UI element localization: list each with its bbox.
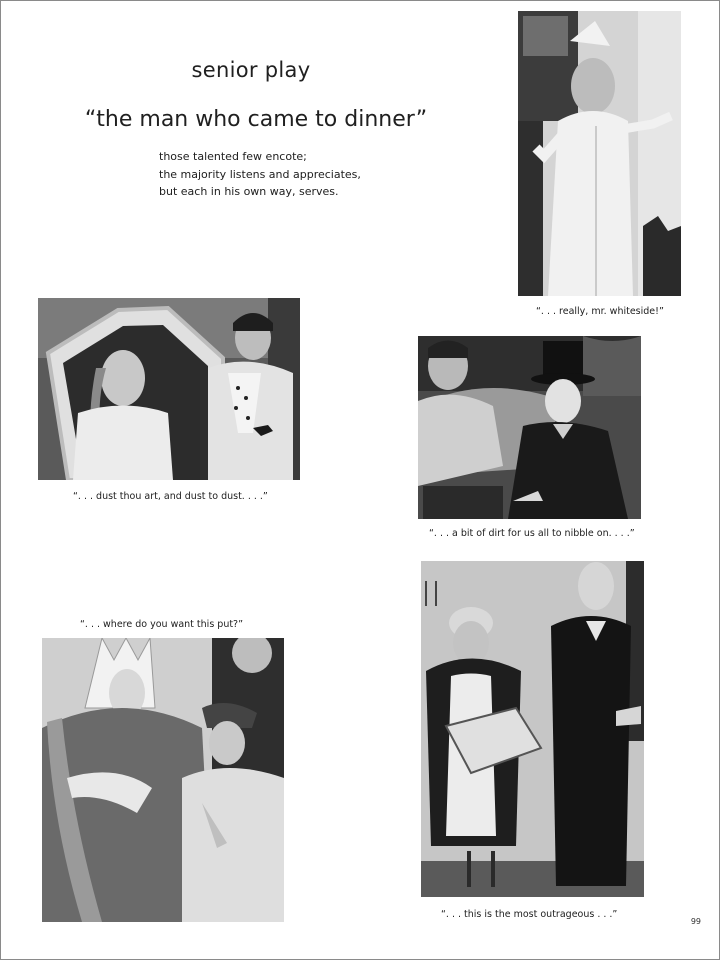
- intro-line: the majority listens and appreciates,: [159, 167, 361, 181]
- intro-text: [159, 148, 419, 201]
- caption-outrageous: “. . . this is the most outrageous . . .”: [441, 909, 618, 920]
- caption-nurse: “. . . really, mr. whiteside!”: [536, 306, 664, 317]
- intro-line: but each in his own way, serves.: [159, 185, 339, 198]
- photo-top-hat: [418, 336, 641, 519]
- photo-outrageous: [421, 561, 644, 897]
- page-title: senior play: [191, 58, 311, 82]
- photo-nurse: [518, 11, 681, 296]
- photo-coffin: [38, 298, 300, 480]
- page-number: 99: [690, 917, 701, 926]
- caption-top-hat: “. . . a bit of dirt for us all to nibble on. . . .”: [429, 528, 635, 539]
- intro-line: those talented few encote;: [159, 150, 307, 163]
- play-title: “the man who came to dinner”: [84, 107, 428, 132]
- caption-statue: “. . . where do you want this put?”: [80, 619, 244, 630]
- photo-statue: [42, 638, 284, 922]
- caption-coffin: “. . . dust thou art, and dust to dust. . . .”: [73, 491, 268, 502]
